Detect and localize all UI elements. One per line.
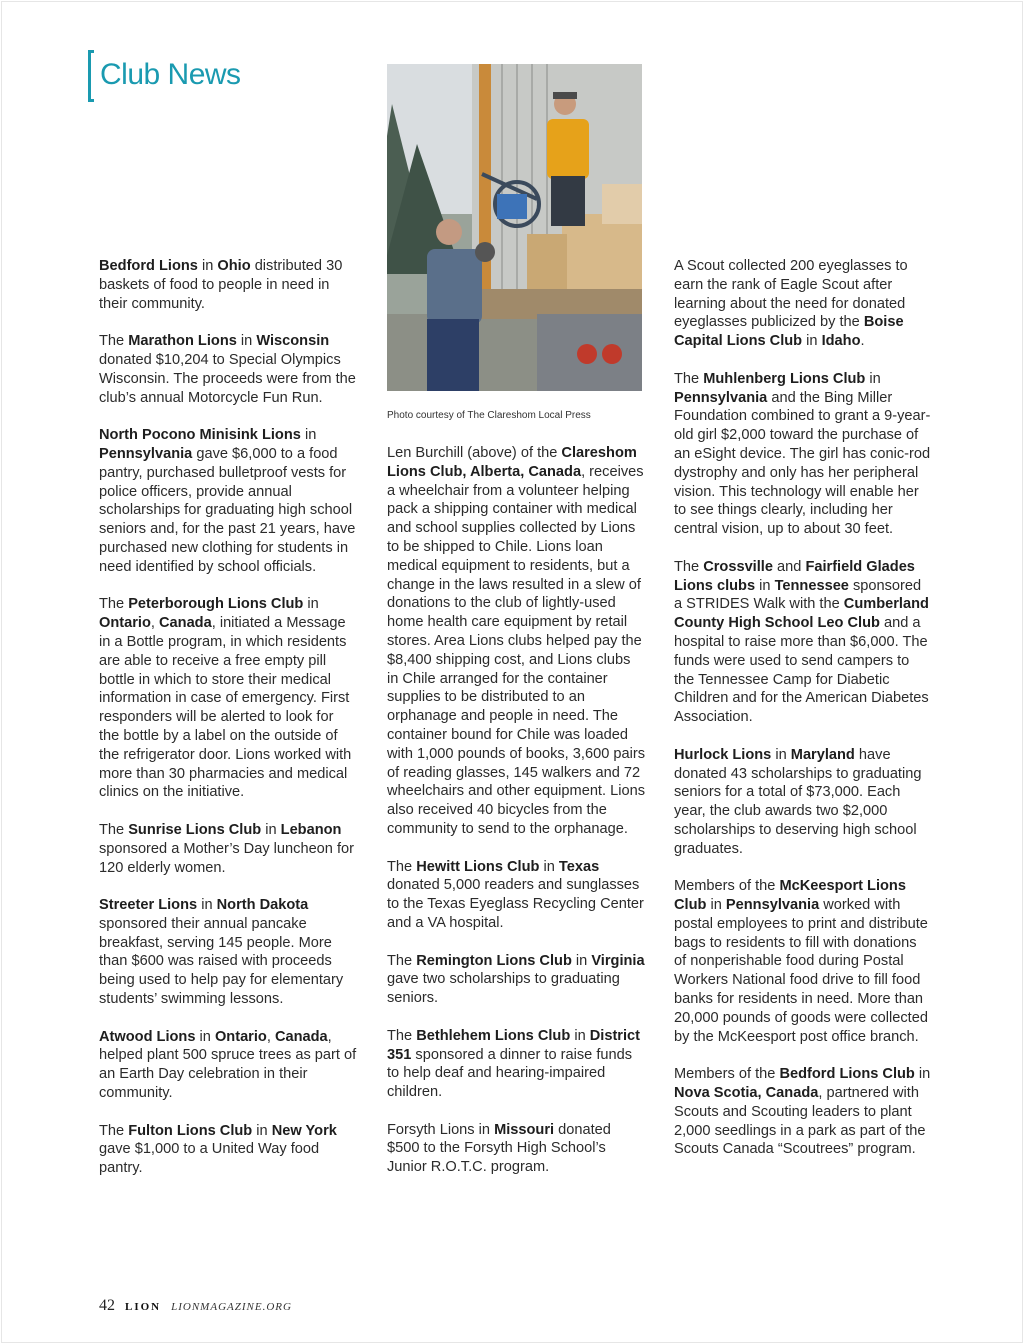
- news-item-text: Forsyth Lions in: [387, 1121, 495, 1138]
- news-item-text: sponsored a Mother’s Day luncheon for 120 elderly women.: [99, 840, 354, 876]
- news-item-text: in: [197, 258, 218, 274]
- news-item-text: donated 5,000 readers and sunglasses to the Texas Eyeglass Recycling Center and a VA hospital.: [387, 877, 644, 931]
- news-item: [99, 595, 357, 802]
- news-item: [99, 896, 357, 1009]
- news-item-text: The: [387, 1027, 417, 1044]
- news-item: [99, 426, 357, 576]
- news-item-text: in: [571, 952, 592, 969]
- news-item-highlight: Atwood Lions: [99, 1028, 196, 1045]
- news-item-highlight: McKeesport Lions Club: [674, 878, 906, 914]
- news-item-highlight: North Dakota: [216, 897, 309, 914]
- news-item-text: in: [195, 1028, 215, 1045]
- news-item: [387, 444, 645, 839]
- news-item-highlight: Sunrise Lions Club: [128, 821, 262, 838]
- news-item-highlight: Pennsylvania: [674, 389, 768, 406]
- news-item-highlight: Bethlehem Lions Club: [416, 1027, 571, 1044]
- news-item: [387, 1121, 645, 1177]
- news-item: [387, 858, 645, 933]
- news-item: [674, 257, 932, 351]
- news-item-text: donated $10,204 to Special Olympics Wisconsin. The proceeds were from the club’s annual Motorcycle Fun Run.: [99, 351, 356, 406]
- news-item-highlight: Ohio: [217, 258, 251, 274]
- news-item-text: The: [99, 333, 129, 350]
- news-item-text: The: [99, 821, 129, 838]
- news-item-highlight: Canada: [159, 615, 212, 632]
- news-item-highlight: Idaho: [821, 333, 861, 350]
- news-item: [387, 952, 645, 1008]
- news-item-highlight: Crossville: [703, 558, 773, 575]
- news-item-text: The: [674, 558, 704, 575]
- news-item-text: and: [772, 558, 806, 575]
- news-item-highlight: Muhlenberg Lions Club: [703, 370, 866, 387]
- photo-caption: Photo courtesy of The Clareshom Local Press: [387, 410, 591, 421]
- news-item-highlight: Lebanon: [280, 821, 342, 838]
- news-item: [387, 1027, 645, 1102]
- news-item-text: The: [674, 370, 704, 387]
- news-item-text: in: [771, 746, 791, 763]
- news-item-highlight: Marathon Lions: [128, 333, 237, 350]
- news-item-highlight: Bedford Lions: [99, 258, 198, 274]
- news-item-highlight: Hurlock Lions: [674, 746, 772, 763]
- magazine-website[interactable]: LIONMAGAZINE.ORG: [171, 1301, 292, 1313]
- news-item-highlight: Virginia: [591, 952, 645, 969]
- news-item-text: in: [539, 858, 559, 875]
- news-item: [99, 1028, 357, 1103]
- news-item-text: in: [197, 897, 217, 914]
- article-column-2: [387, 444, 645, 1196]
- news-item-highlight: Wisconsin: [256, 333, 330, 350]
- article-photo: [387, 64, 642, 391]
- news-item: [674, 1065, 932, 1159]
- news-item-highlight: Hewitt Lions Club: [416, 858, 540, 875]
- news-item-highlight: Pennsylvania: [99, 445, 193, 462]
- news-item-text: Members of the: [674, 878, 780, 895]
- news-item-text: sponsored a STRIDES Walk with the: [674, 577, 922, 613]
- news-item-text: sponsored a dinner to raise funds to help deaf and hearing-impaired children.: [387, 1046, 633, 1101]
- news-item-text: sponsored their annual pancake breakfast, serving 145 people. More than $600 was raised with proceeds being used to help pay for elementary students’ swimming lessons.: [99, 915, 344, 1008]
- news-item-highlight: Boise Capital Lions Club: [674, 314, 904, 350]
- page-number: 42: [99, 1297, 115, 1314]
- news-item-text: in: [865, 370, 881, 387]
- news-item-text: in: [252, 1122, 272, 1139]
- news-item-highlight: Peterborough Lions Club: [128, 596, 304, 613]
- news-item-text: in: [303, 596, 319, 613]
- section-header: [88, 48, 241, 104]
- news-item: [674, 558, 932, 727]
- news-item-text: ,: [266, 1028, 275, 1045]
- news-item-highlight: New York: [271, 1122, 337, 1139]
- news-item-text: gave $1,000 to a United Way food pantry.: [99, 1141, 320, 1177]
- news-item-text: Members of the: [674, 1066, 780, 1083]
- news-item-text: , helped plant 500 spruce trees as part of an Earth Day celebration in their community.: [99, 1028, 357, 1102]
- magazine-brand: LION: [125, 1301, 162, 1313]
- news-item-highlight: Missouri: [494, 1121, 555, 1138]
- news-item-text: , receives a wheelchair from a volunteer helping pack a shipping container with medical and school supplies collected by Lions to be shipped to Chile. Lions loan medical equipment to residents, but a change in the laws resulted in a slew of donations to the club of lightly-used home health care equipment by retail stores. Area Lions clubs helped pay the $8,400 shipping cost, and Lions clubs in Chile arranged for the container supplies to be distributed to an orphanage and people in need. The container bound for Chile was loaded with 1,000 pounds of books, 3,600 pairs of reading glasses, 145 walkers and 72 wheelchairs and other equipment. Lions also received 40 bicycles from the community to send to the orphanage.: [387, 463, 645, 837]
- page-title: Club News: [100, 58, 241, 91]
- news-item-text: have donated 43 scholarships to graduating seniors for a total of $73,000. Each year, the club awards two $2,000 scholarships to deserving high school graduates.: [674, 746, 922, 857]
- news-item-highlight: Fulton Lions Club: [128, 1122, 253, 1139]
- news-item-text: and the Bing Miller Foundation combined to grant a 9-year-old girl $2,000 toward the purchase of an eSight device. The girl has conic-rod dystrophy and only has her peripheral vision. This technology will enable her to see things clearly, including her central vision, up to about 30 feet.: [674, 389, 931, 538]
- news-item-text: , partnered with Scouts and Scouting leaders to plant 2,000 seedlings in a park as part of the Scouts Canada “Scoutrees” program.: [674, 1085, 926, 1158]
- news-item-text: donated $500 to the Forsyth High School’s Junior R.O.T.C. program.: [387, 1121, 611, 1176]
- news-item: [99, 257, 357, 313]
- article-column-1: [99, 257, 357, 1197]
- news-item-text: gave $6,000 to a food pantry, purchased bulletproof vests for police officers, provide annual scholarships for graduating high school seniors and, for the past 21 years, have purchased new clothing for students in need identified by school officials.: [99, 445, 356, 575]
- news-item-text: .: [860, 333, 865, 350]
- news-item-text: in: [755, 577, 775, 594]
- news-item-highlight: Tennessee: [774, 577, 849, 594]
- news-item-highlight: Texas: [558, 858, 600, 875]
- news-item-highlight: District 351: [387, 1027, 641, 1063]
- news-item-text: in: [914, 1066, 931, 1083]
- news-item-text: Len Burchill (above) of the: [387, 445, 562, 461]
- news-item: [674, 370, 932, 539]
- bracket-icon: [88, 50, 94, 102]
- news-item-text: in: [706, 897, 726, 914]
- news-item-highlight: Ontario: [214, 1028, 267, 1045]
- news-item: [99, 332, 357, 407]
- news-item: [99, 1122, 357, 1178]
- news-item-text: in: [236, 333, 257, 350]
- news-item-highlight: Pennsylvania: [725, 897, 820, 914]
- news-item-highlight: Maryland: [790, 746, 855, 763]
- news-item-highlight: Fairfield Glades Lions clubs: [674, 558, 915, 594]
- news-item-text: The: [99, 596, 129, 613]
- news-item-highlight: Bedford Lions Club: [779, 1066, 915, 1083]
- news-item-highlight: Cumberland County High School Leo Club: [674, 596, 929, 632]
- news-item-text: in: [802, 333, 822, 350]
- news-item-highlight: Remington Lions Club: [416, 952, 572, 969]
- news-item-text: worked with postal employees to print and distribute bags to residents to fill with donations of nonperishable food during Postal Workers National food drive to fill food banks for residents in need. More than 20,000 pounds of goods were collected by the McKeesport post office branch.: [674, 897, 928, 1045]
- news-item-text: in: [300, 427, 317, 444]
- news-item-highlight: Clareshom Lions Club, Alberta, Canada: [387, 445, 637, 480]
- news-item-text: ,: [150, 615, 159, 632]
- news-item-highlight: Ontario: [99, 615, 151, 632]
- news-item-highlight: Nova Scotia, Canada: [674, 1085, 819, 1102]
- news-item-text: The: [387, 952, 417, 969]
- photo-image: [387, 64, 642, 391]
- news-item-text: The: [387, 858, 417, 875]
- news-item-text: distributed 30 baskets of food to people in need in their community.: [99, 258, 343, 312]
- article-column-3: [674, 257, 932, 1178]
- news-item-text: in: [570, 1027, 590, 1044]
- news-item: [674, 877, 932, 1046]
- news-item: [99, 821, 357, 877]
- news-item-text: , initiated a Message in a Bottle program, in which residents are able to receive a free empty pill bottle in which to store their medical information in case of emergency. First responders will be alerted to look for the bottle by a label on the outside of the refrigerator door. Lions worked with more than 30 pharmacies and medical clinics on the initiative.: [99, 615, 352, 801]
- news-item-text: gave two scholarships to graduating seniors.: [387, 971, 620, 1007]
- news-item-highlight: Canada: [274, 1028, 328, 1045]
- news-item-text: A Scout collected 200 eyeglasses to earn the rank of Eagle Scout after learning about the need for donated eyeglasses publicized by the: [674, 258, 908, 331]
- news-item-text: in: [261, 821, 281, 838]
- news-item-text: and a hospital to raise more than $6,000. The funds were used to send campers to the Tennessee Camp for Diabetic Children and for the American Diabetes Association.: [674, 615, 929, 726]
- page-footer: [99, 1297, 292, 1315]
- news-item-text: The: [99, 1122, 129, 1139]
- news-item-highlight: North Pocono Minisink Lions: [99, 427, 301, 444]
- news-item-highlight: Streeter Lions: [99, 897, 198, 914]
- news-item: [674, 746, 932, 859]
